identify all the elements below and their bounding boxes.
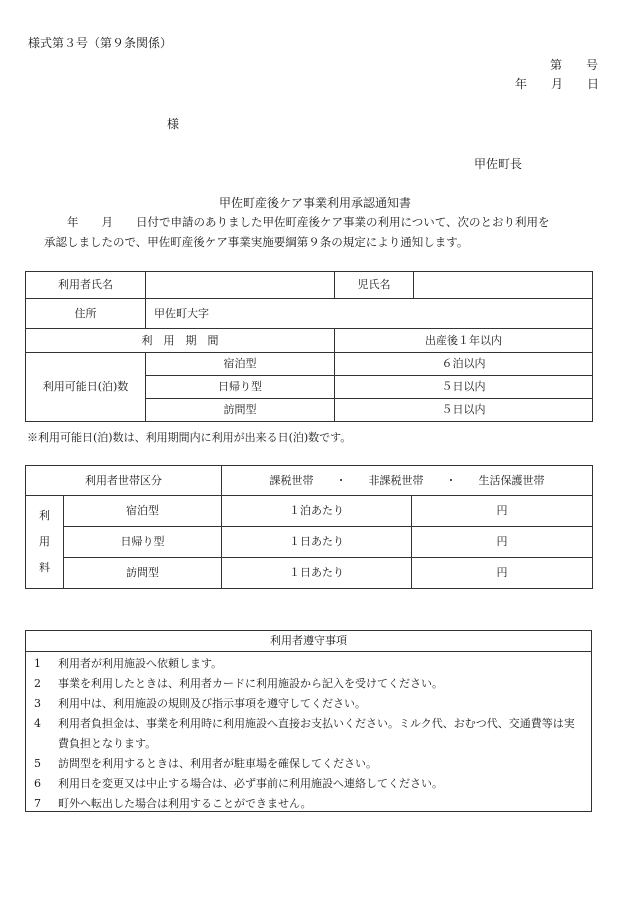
usage-limit: ５日以内	[335, 376, 593, 399]
body-line-1: 年 月 日付で申請のありました甲佐町産後ケア事業の利用について、次のとおり利用を	[67, 215, 550, 229]
notice-item-number: 4	[34, 717, 41, 730]
fee-currency: 円	[412, 496, 593, 527]
notice-item	[26, 674, 591, 694]
issue-date: 年 月 日	[515, 77, 600, 91]
document-number: 第 号	[550, 58, 599, 72]
notice-item-text: 町外へ転出した場合は利用することができません。	[58, 797, 312, 810]
user-compliance-notice	[25, 630, 592, 812]
period-value: 出産後１年以内	[335, 329, 593, 353]
usage-type: 宿泊型	[146, 353, 335, 376]
notice-item	[26, 774, 591, 794]
fee-type: 訪問型	[64, 558, 222, 589]
notice-item-text: 利用中は、利用施設の規則及び指示事項を遵守してください。	[58, 697, 366, 710]
period-label: 利 用 期 間	[26, 329, 335, 353]
notice-item	[26, 714, 591, 754]
notice-item	[26, 694, 591, 714]
issuer: 甲佐町長	[474, 157, 523, 171]
fee-currency: 円	[412, 558, 593, 589]
child-name-label: 児氏名	[335, 272, 414, 299]
fee-currency: 円	[412, 527, 593, 558]
notice-item-number: 2	[34, 677, 41, 690]
notice-item-number: 7	[34, 797, 41, 810]
notice-item-text: 利用者負担金は、事業を利用時に利用施設へ直接お支払いください。ミルク代、おむつ代、交通費等は実費負担となります。	[58, 717, 575, 750]
fee-label	[26, 496, 64, 589]
notice-item	[26, 654, 591, 674]
fee-label-char: 用	[39, 535, 50, 548]
available-days-label: 利用可能日(泊)数	[26, 353, 146, 422]
fee-unit: １日あたり	[222, 558, 412, 589]
fee-label-char: 料	[39, 561, 50, 574]
notice-item-text: 訪問型を利用するときは、利用者が駐車場を確保してください。	[58, 757, 377, 770]
notice-item-number: 3	[34, 697, 41, 710]
usage-type: 訪問型	[146, 399, 335, 422]
child-name-value	[414, 272, 593, 299]
notice-list	[26, 652, 591, 814]
household-category-options: 課税世帯 ・ 非課税世帯 ・ 生活保護世帯	[222, 466, 593, 496]
usage-info-table	[25, 271, 593, 422]
notice-item-number: 5	[34, 757, 41, 770]
table-note: ※利用可能日(泊)数は、利用期間内に利用が出来る日(泊)数です。	[27, 431, 352, 444]
usage-limit: ６泊以内	[335, 353, 593, 376]
fee-type: 日帰り型	[64, 527, 222, 558]
body-line-2: 承認しましたので、甲佐町産後ケア事業実施要綱第９条の規定により通知します。	[44, 235, 469, 249]
usage-type: 日帰り型	[146, 376, 335, 399]
notice-item-text: 利用者が利用施設へ依頼します。	[58, 657, 223, 670]
user-name-label: 利用者氏名	[26, 272, 146, 299]
fee-unit: １日あたり	[222, 527, 412, 558]
fee-table	[25, 465, 593, 589]
fee-type: 宿泊型	[64, 496, 222, 527]
addressee-suffix: 様	[167, 117, 180, 131]
notice-item-text: 事業を利用したときは、利用者カードに利用施設から記入を受けてください。	[58, 677, 443, 690]
notice-item-number: 1	[34, 657, 41, 670]
notice-title: 利用者遵守事項	[26, 631, 591, 652]
fee-label-char: 利	[39, 509, 50, 522]
notice-item	[26, 754, 591, 774]
user-name-value	[146, 272, 335, 299]
notice-item	[26, 794, 591, 814]
address-label: 住所	[26, 299, 146, 329]
household-category-label: 利用者世帯区分	[26, 466, 222, 496]
fee-unit: １泊あたり	[222, 496, 412, 527]
form-number: 様式第３号（第９条関係）	[28, 36, 173, 50]
notice-item-number: 6	[34, 777, 41, 790]
notice-item-text: 利用日を変更又は中止する場合は、必ず事前に利用施設へ連絡してください。	[58, 777, 443, 790]
document-title: 甲佐町産後ケア事業利用承認通知書	[218, 196, 411, 210]
usage-limit: ５日以内	[335, 399, 593, 422]
address-value: 甲佐町大字	[146, 299, 593, 329]
